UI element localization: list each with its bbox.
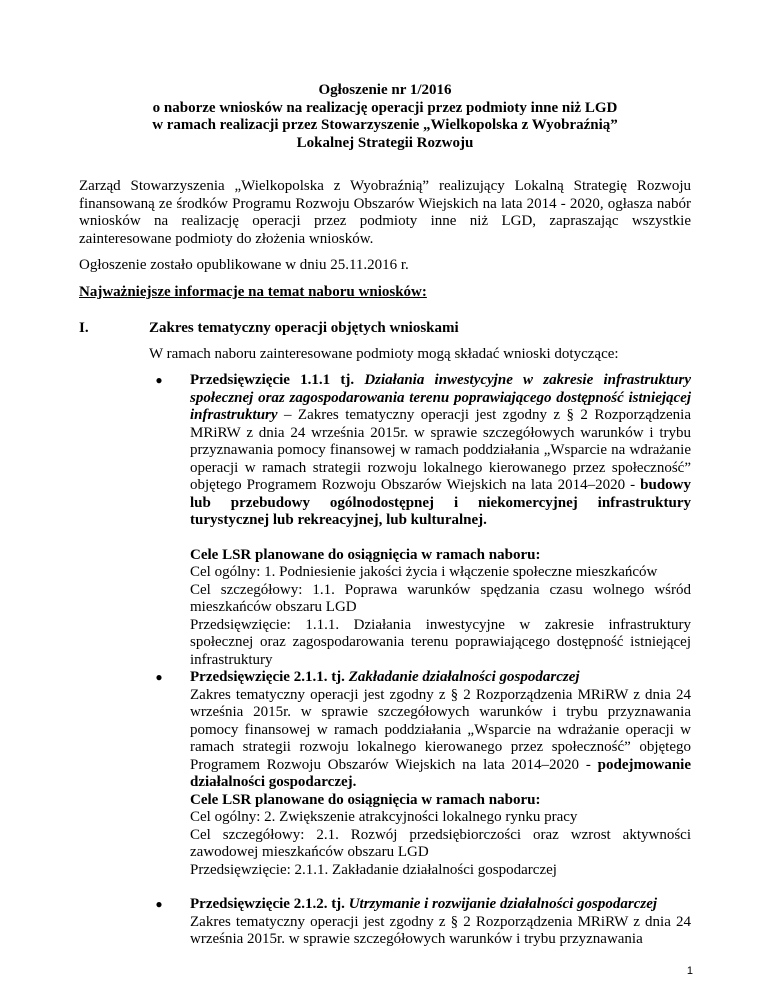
- page-number: 1: [686, 965, 693, 977]
- announcement-title: [79, 82, 691, 152]
- section-body: [149, 346, 691, 949]
- publication-date: Ogłoszenie zostało opublikowane w dniu 25.11.2016 r.: [79, 257, 409, 273]
- item-label: Przedsięwzięcie 2.1.2. tj.: [190, 896, 345, 912]
- bullet-icon: ●: [155, 373, 163, 387]
- item-text: Zakres tematyczny operacji jest zgodny z § 2 Rozporządzenia MRiRW z dnia 24 września 2015r. w sprawie szczegółowych warunków i trybu przyznawania pomocy finansowej w ramach poddziałania „Wsparcie na wdrażanie operacji w ramach strategii rozwoju lokalnego kierowanego przez społeczność” objętego Programem Rozwoju Obszarów Wiejskich na lata 2014–2020 -: [190, 686, 691, 773]
- intro-paragraph: Zarząd Stowarzyszenia „Wielkopolska z Wyobraźnią” realizujący Lokalną Strategię Rozwoju finansowaną ze środków Programu Rozwoju Obszarów Wiejskich na lata 2014 - 2020, ogłasza nabór wniosków na realizację operacji przez podmioty inne niż LGD, zapraszając wszystkie zainteresowane podmioty do złożenia wniosków.: [79, 178, 691, 247]
- specific-goal: Cel szczegółowy: 2.1. Rozwój przedsiębiorczości oraz wzrost aktywności zawodowej mieszkańców obszaru LGD: [190, 826, 691, 860]
- item-text: – Zakres tematyczny operacji jest zgodny z § 2 Rozporządzenia MRiRW z dnia 24 września 2015r. w sprawie szczegółowych warunków i trybu przyznawania pomocy finansowej w ramach poddziałania „Wsparcie na wdrażanie operacji w ramach strategii rozwoju lokalnego kierowanego przez społeczność” objętego Programem Rozwoju Obszarów Wiejskich na lata 2014–2020 -: [190, 407, 691, 493]
- title-line-4: Lokalnej Strategii Rozwoju: [296, 134, 474, 151]
- general-goal: Cel ogólny: 1. Podniesienie jakości życia i włączenie społeczne mieszkańców: [190, 564, 658, 580]
- list-item: [149, 669, 691, 896]
- title-line-2: o naborze wniosków na realizację operacji przez podmioty inne niż LGD: [152, 99, 618, 116]
- specific-goal: Cel szczegółowy: 1.1. Poprawa warunków spędzania czasu wolnego wśród mieszkańców obszaru LGD: [190, 581, 691, 615]
- key-info-heading: Najważniejsze informacje na temat naboru wniosków:: [79, 283, 427, 300]
- undertaking-text: Przedsięwzięcie: 2.1.1. Zakładanie działalności gospodarczej: [190, 861, 557, 878]
- list-item: [149, 372, 691, 669]
- goals-heading: Cele LSR planowane do osiągnięcia w ramach naboru:: [190, 546, 541, 563]
- section-lead: W ramach naboru zainteresowane podmioty mogą składać wnioski dotyczące:: [149, 345, 619, 362]
- item-text: Zakres tematyczny operacji jest zgodny z § 2 Rozporządzenia MRiRW z dnia 24 września 2015r. w sprawie szczegółowych warunków i trybu przyznawania: [190, 913, 691, 947]
- goals-heading: Cele LSR planowane do osiągnięcia w ramach naboru:: [190, 791, 541, 808]
- item-label: Przedsięwzięcie 2.1.1. tj.: [190, 669, 345, 685]
- title-line-1: Ogłoszenie nr 1/2016: [318, 82, 452, 98]
- item-name: Zakładanie działalności gospodarczej: [348, 669, 580, 685]
- undertaking-text: Przedsięwzięcie: 1.1.1. Działania inwestycyjne w zakresie infrastruktury społecznej oraz zagospodarowania terenu poprawiającego dostępność istniejącej infrastruktury: [190, 616, 691, 668]
- title-line-3: w ramach realizacji przez Stowarzyszenie „Wielkopolska z Wyobraźnią”: [152, 117, 618, 133]
- section-title: Zakres tematyczny operacji objętych wnioskami: [149, 320, 459, 336]
- undertakings-list: [149, 372, 691, 949]
- bullet-icon: ●: [155, 670, 163, 684]
- item-scope: podejmowanie działalności gospodarczej.: [190, 756, 691, 790]
- item-label: Przedsięwzięcie 1.1.1 tj.: [190, 372, 355, 388]
- bullet-icon: ●: [155, 897, 163, 911]
- section-number: I.: [79, 320, 89, 336]
- item-name: Utrzymanie i rozwijanie działalności gospodarczej: [348, 896, 658, 912]
- document-page: [79, 82, 691, 949]
- section-heading: [79, 320, 691, 338]
- item-scope: budowy lub przebudowy ogólnodostępnej i niekomercyjnej infrastruktury turystycznej lub rekreacyjnej, lub kulturalnej.: [190, 477, 691, 528]
- item-name: Działania inwestycyjne w zakresie infrastruktury społecznej oraz zagospodarowania terenu poprawiającego dostępność istniejącej infrastruktury: [190, 372, 691, 423]
- general-goal: Cel ogólny: 2. Zwiększenie atrakcyjności lokalnego rynku pracy: [190, 809, 578, 825]
- list-item: [149, 896, 691, 949]
